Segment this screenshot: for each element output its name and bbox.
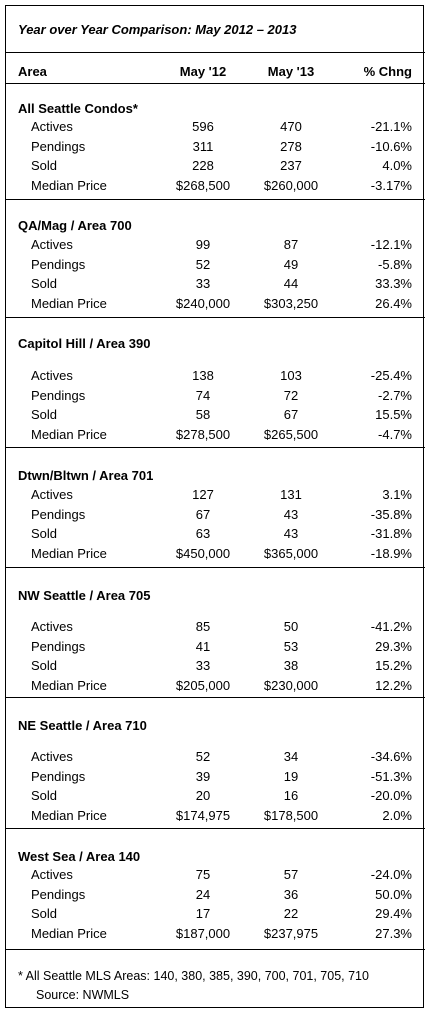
table-row xyxy=(6,749,425,769)
may13-value: $303,250 xyxy=(263,296,319,312)
percent-change: -21.1% xyxy=(370,119,412,134)
metric-label: Sold xyxy=(31,407,58,423)
may12-value: 85 xyxy=(195,619,211,634)
may12-value: $205,000 xyxy=(175,678,231,694)
may13-value: $237,975 xyxy=(263,926,319,942)
table-row xyxy=(6,178,425,198)
table-row xyxy=(6,788,425,808)
table-row xyxy=(6,769,425,789)
area-name: QA/Mag / Area 700 xyxy=(18,218,132,233)
percent-change: -20.0% xyxy=(370,788,412,804)
may13-value: 19 xyxy=(283,768,299,784)
may13-value: $230,000 xyxy=(263,678,319,694)
metric-label: Pendings xyxy=(31,506,86,522)
may12-value: $240,000 xyxy=(175,296,231,312)
may13-value: $260,000 xyxy=(263,178,319,194)
table-row xyxy=(6,526,425,546)
may12-value: $174,975 xyxy=(175,808,231,824)
may13-value: 72 xyxy=(283,387,299,403)
may13-value: 36 xyxy=(283,886,299,902)
table-row xyxy=(6,257,425,277)
may13-value: 43 xyxy=(283,506,299,522)
may12-value: 33 xyxy=(195,658,211,674)
percent-change: -31.8% xyxy=(370,526,412,542)
metric-label: Median Price xyxy=(31,427,107,443)
table-row xyxy=(6,926,425,946)
table-row xyxy=(6,407,425,427)
metric-label: Sold xyxy=(31,276,58,292)
area-name: Dtwn/Bltwn / Area 701 xyxy=(18,468,154,483)
table-row xyxy=(6,368,425,388)
may13-value: 57 xyxy=(283,867,299,882)
may12-value: 75 xyxy=(195,867,211,882)
percent-change: 3.1% xyxy=(382,487,412,502)
table-row xyxy=(6,678,425,698)
percent-change: -34.6% xyxy=(370,749,412,764)
metric-label: Sold xyxy=(31,658,58,674)
metric-label: Pendings xyxy=(31,886,86,902)
may13-value: 38 xyxy=(283,658,299,674)
table-row xyxy=(6,487,425,507)
header-area: Area xyxy=(18,64,47,79)
may12-value: 52 xyxy=(195,749,211,764)
may12-value: $278,500 xyxy=(175,427,231,443)
metric-label: Actives xyxy=(31,368,73,383)
may12-value: 138 xyxy=(192,368,214,383)
percent-change: 15.2% xyxy=(375,658,412,674)
may12-value: $268,500 xyxy=(175,178,231,194)
table-row xyxy=(6,546,425,566)
area-name: West Sea / Area 140 xyxy=(18,849,141,864)
may13-value: 53 xyxy=(283,638,299,654)
may13-value: 34 xyxy=(283,749,299,764)
percent-change: 12.2% xyxy=(375,678,412,694)
metric-label: Sold xyxy=(31,526,58,542)
may12-value: 58 xyxy=(195,407,211,423)
header-row xyxy=(6,52,425,84)
metric-label: Pendings xyxy=(31,768,86,784)
may12-value: 67 xyxy=(195,506,211,522)
metric-label: Actives xyxy=(31,237,73,252)
metric-label: Pendings xyxy=(31,387,86,403)
header-chng: % Chng xyxy=(363,64,412,79)
table-row xyxy=(6,296,425,316)
table-row xyxy=(6,276,425,296)
may12-value: 20 xyxy=(195,788,211,804)
table-row xyxy=(6,139,425,159)
table-row xyxy=(6,158,425,178)
metric-label: Median Price xyxy=(31,678,107,694)
metric-label: Median Price xyxy=(31,808,107,824)
may12-value: 41 xyxy=(195,638,211,654)
may13-value: 49 xyxy=(283,256,299,272)
may13-value: 470 xyxy=(280,119,302,134)
area-section xyxy=(6,698,425,829)
metric-label: Sold xyxy=(31,906,58,922)
area-section xyxy=(6,829,425,950)
may12-value: 52 xyxy=(195,256,211,272)
percent-change: 2.0% xyxy=(382,808,412,824)
header-may12: May '12 xyxy=(179,64,227,79)
metric-label: Sold xyxy=(31,158,58,174)
metric-label: Sold xyxy=(31,788,58,804)
may12-value: 39 xyxy=(195,768,211,784)
table-row xyxy=(6,808,425,828)
metric-label: Median Price xyxy=(31,926,107,942)
may13-value: $178,500 xyxy=(263,808,319,824)
percent-change: 27.3% xyxy=(375,926,412,942)
metric-label: Actives xyxy=(31,487,73,502)
percent-change: 15.5% xyxy=(375,407,412,423)
metric-label: Actives xyxy=(31,749,73,764)
table-row xyxy=(6,237,425,257)
may12-value: 99 xyxy=(195,237,211,252)
may12-value: 74 xyxy=(195,387,211,403)
footnote: * All Seattle MLS Areas: 140, 380, 385, 390, 700, 701, 705, 710 xyxy=(18,969,369,983)
area-section xyxy=(6,448,425,568)
may13-value: 87 xyxy=(283,237,299,252)
metric-label: Pendings xyxy=(31,256,86,272)
may12-value: $450,000 xyxy=(175,546,231,562)
source-note: Source: NWMLS xyxy=(36,988,130,1002)
table-row xyxy=(6,388,425,408)
may13-value: 131 xyxy=(280,487,302,502)
percent-change: -18.9% xyxy=(370,546,412,562)
comparison-table xyxy=(5,5,424,1008)
percent-change: 26.4% xyxy=(375,296,412,312)
area-section xyxy=(6,568,425,698)
area-name: NW Seattle / Area 705 xyxy=(18,588,151,603)
may13-value: 103 xyxy=(280,368,302,383)
percent-change: 29.4% xyxy=(375,906,412,922)
area-section xyxy=(6,318,425,448)
percent-change: -51.3% xyxy=(370,768,412,784)
header-may13: May '13 xyxy=(267,64,315,79)
table-row xyxy=(6,119,425,139)
percent-change: -4.7% xyxy=(378,427,412,443)
table-row xyxy=(6,427,425,447)
percent-change: -25.4% xyxy=(370,368,412,383)
percent-change: 50.0% xyxy=(375,886,412,902)
may13-value: $365,000 xyxy=(263,546,319,562)
may12-value: 17 xyxy=(195,906,211,922)
metric-label: Pendings xyxy=(31,138,86,154)
percent-change: 4.0% xyxy=(382,158,412,174)
table-row xyxy=(6,906,425,926)
area-name: All Seattle Condos* xyxy=(18,101,138,116)
metric-label: Actives xyxy=(31,619,73,634)
metric-label: Median Price xyxy=(31,178,107,194)
table-row xyxy=(6,867,425,887)
may13-value: 44 xyxy=(283,276,299,292)
may12-value: 33 xyxy=(195,276,211,292)
may12-value: 596 xyxy=(192,119,214,134)
may12-value: 63 xyxy=(195,526,211,542)
may12-value: 311 xyxy=(192,138,214,154)
metric-label: Actives xyxy=(31,867,73,882)
may13-value: 50 xyxy=(283,619,299,634)
may12-value: 127 xyxy=(192,487,214,502)
area-name: Capitol Hill / Area 390 xyxy=(18,336,151,351)
percent-change: -41.2% xyxy=(370,619,412,634)
table-row xyxy=(6,507,425,527)
percent-change: -12.1% xyxy=(370,237,412,252)
area-section xyxy=(6,84,425,200)
table-title: Year over Year Comparison: May 2012 – 2013 xyxy=(18,22,297,37)
percent-change: -3.17% xyxy=(370,178,412,194)
may12-value: $187,000 xyxy=(175,926,231,942)
may13-value: 278 xyxy=(280,138,302,154)
table-row xyxy=(6,887,425,907)
percent-change: -2.7% xyxy=(378,387,412,403)
may13-value: 67 xyxy=(283,407,299,423)
percent-change: -10.6% xyxy=(370,138,412,154)
may13-value: 237 xyxy=(280,158,302,174)
percent-change: 29.3% xyxy=(375,638,412,654)
may13-value: 43 xyxy=(283,526,299,542)
may13-value: $265,500 xyxy=(263,427,319,443)
metric-label: Actives xyxy=(31,119,73,134)
area-name: NE Seattle / Area 710 xyxy=(18,718,147,733)
percent-change: -35.8% xyxy=(370,506,412,522)
percent-change: 33.3% xyxy=(375,276,412,292)
percent-change: -5.8% xyxy=(378,256,412,272)
may12-value: 228 xyxy=(192,158,214,174)
metric-label: Median Price xyxy=(31,546,107,562)
table-row xyxy=(6,639,425,659)
may13-value: 22 xyxy=(283,906,299,922)
may12-value: 24 xyxy=(195,886,211,902)
may13-value: 16 xyxy=(283,788,299,804)
metric-label: Median Price xyxy=(31,296,107,312)
table-row xyxy=(6,658,425,678)
percent-change: -24.0% xyxy=(370,867,412,882)
metric-label: Pendings xyxy=(31,638,86,654)
area-section xyxy=(6,200,425,318)
table-row xyxy=(6,619,425,639)
